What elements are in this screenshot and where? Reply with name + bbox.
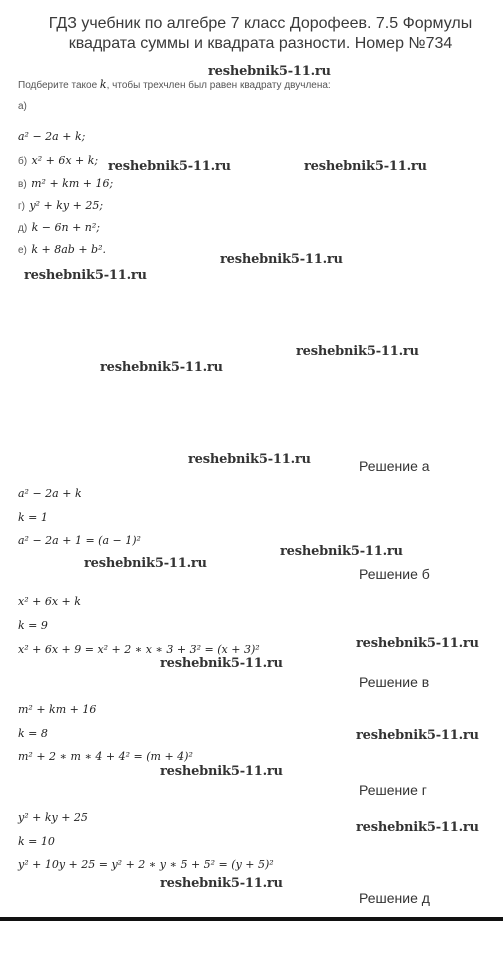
task-item-c-expr: m² + km + 16; [31, 177, 114, 190]
solution-c-heading: Решение в [359, 674, 430, 690]
solution-c-line2: k = 8 [18, 727, 48, 740]
page-title-line1: ГДЗ учебник по алгебре 7 класс Дорофеев. 7.5 Формулы [48, 15, 473, 32]
watermark: reshebnik5-11.ru [356, 728, 479, 743]
task-item-c [18, 174, 113, 192]
task-item-b [18, 151, 98, 169]
task-item-a-expr: a² − 2a + k; [18, 130, 86, 143]
task-item-f-expr: k + 8ab + b². [31, 243, 106, 256]
watermark: reshebnik5-11.ru [160, 656, 283, 671]
watermark: reshebnik5-11.ru [108, 159, 231, 174]
task-item-d [18, 196, 103, 214]
task-label-a: а) [18, 101, 27, 112]
solution-c-line1: m² + km + 16 [18, 703, 97, 716]
watermark: reshebnik5-11.ru [356, 636, 479, 651]
task-item-a [18, 130, 85, 143]
solution-c-line3: m² + 2 ∗ m ∗ 4 + 4² = (m + 4)² [18, 750, 193, 763]
watermark: reshebnik5-11.ru [100, 360, 223, 375]
task-item-e-label: д) [18, 223, 28, 234]
solution-e-heading: Решение д [359, 890, 430, 906]
watermark: reshebnik5-11.ru [280, 544, 403, 559]
solution-b-heading: Решение б [359, 566, 430, 582]
task-intro [18, 78, 331, 91]
solution-b-line3: x² + 6x + 9 = x² + 2 ∗ x ∗ 3 + 3² = (x + 3)² [18, 643, 260, 656]
task-item-e [18, 218, 100, 236]
watermark: reshebnik5-11.ru [208, 64, 331, 79]
task-intro-var: k [99, 78, 107, 91]
solution-b-line1: x² + 6x + k [18, 595, 81, 608]
task-item-b-label: б) [18, 156, 28, 167]
task-item-b-expr: x² + 6x + k; [31, 154, 99, 167]
watermark: reshebnik5-11.ru [356, 820, 479, 835]
watermark: reshebnik5-11.ru [84, 556, 207, 571]
watermark: reshebnik5-11.ru [304, 159, 427, 174]
task-item-f-label: е) [18, 245, 27, 256]
solution-b-line2: k = 9 [18, 619, 48, 632]
solution-d-line1: y² + ky + 25 [18, 811, 88, 824]
page-title [0, 14, 503, 54]
solution-a-line3: a² − 2a + 1 = (a − 1)² [18, 534, 141, 547]
watermark: reshebnik5-11.ru [160, 876, 283, 891]
watermark: reshebnik5-11.ru [220, 252, 343, 267]
watermark: reshebnik5-11.ru [160, 764, 283, 779]
watermark: reshebnik5-11.ru [296, 344, 419, 359]
solution-a-line2: k = 1 [18, 511, 48, 524]
task-item-e-expr: k − 6n + n²; [31, 221, 100, 234]
watermark: reshebnik5-11.ru [24, 268, 147, 283]
task-intro-suffix: , чтобы трехчлен был равен квадрату двучлена: [106, 80, 331, 91]
solution-d-heading: Решение г [359, 782, 427, 798]
solution-d-line2: k = 10 [18, 835, 55, 848]
watermark: reshebnik5-11.ru [188, 452, 311, 467]
task-item-d-label: г) [18, 201, 25, 212]
solution-d-line3: y² + 10y + 25 = y² + 2 ∗ y ∗ 5 + 5² = (y + 5)² [18, 858, 274, 871]
solution-a-heading: Решение а [359, 458, 430, 474]
page-title-line2: квадрата суммы и квадрата разности. Номер №734 [68, 35, 453, 52]
task-item-d-expr: y² + ky + 25; [29, 199, 104, 212]
task-item-f [18, 240, 106, 258]
footer-divider [0, 917, 503, 921]
solution-a-line1: a² − 2a + k [18, 487, 82, 500]
task-item-c-label: в) [18, 179, 27, 190]
task-intro-prefix: Подберите такое [18, 80, 100, 91]
